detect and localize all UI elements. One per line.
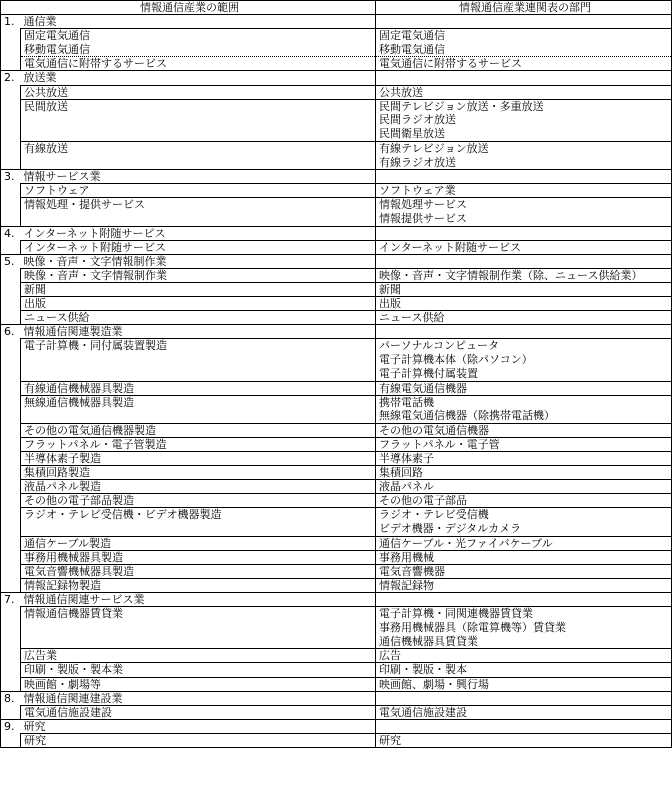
mapping-row	[1, 141, 672, 155]
mapping-row	[1, 409, 672, 423]
category-sector-cell	[376, 226, 672, 240]
industry-subcategory: 電気音響機械器具製造	[21, 564, 376, 578]
number-gutter	[1, 409, 21, 423]
io-sector: 半導体素子	[376, 452, 672, 466]
mapping-row	[1, 29, 672, 43]
mapping-row	[1, 353, 672, 367]
mapping-row	[1, 621, 672, 635]
industry-subcategory	[21, 635, 376, 649]
number-gutter	[1, 480, 21, 494]
mapping-row	[1, 395, 672, 409]
mapping-row	[1, 99, 672, 113]
number-gutter	[1, 494, 21, 508]
category-name: 放送業	[21, 71, 376, 85]
industry-subcategory: 事務用機械器具製造	[21, 550, 376, 564]
number-gutter	[1, 607, 21, 621]
industry-subcategory	[21, 113, 376, 127]
category-sector-cell	[376, 254, 672, 268]
category-number: 7.	[1, 592, 21, 606]
number-gutter	[1, 113, 21, 127]
industry-subcategory: ソフトウェア	[21, 184, 376, 198]
header-scope: 情報通信産業の範囲	[1, 1, 376, 15]
mapping-row	[1, 127, 672, 141]
io-sector: 無線電気通信機器（除携帯電話機）	[376, 409, 672, 423]
number-gutter	[1, 508, 21, 522]
mapping-row	[1, 43, 672, 57]
industry-subcategory: 印刷・製版・製本業	[21, 663, 376, 677]
number-gutter	[1, 127, 21, 141]
industry-subcategory: 固定電気通信	[21, 29, 376, 43]
category-number: 6.	[1, 325, 21, 339]
category-row	[1, 170, 672, 184]
industry-subcategory: 情報記録物製造	[21, 578, 376, 592]
number-gutter	[1, 381, 21, 395]
number-gutter	[1, 649, 21, 663]
mapping-row	[1, 240, 672, 254]
header-row	[1, 1, 672, 15]
mapping-row	[1, 85, 672, 99]
industry-subcategory: 半導体素子製造	[21, 452, 376, 466]
mapping-row	[1, 57, 672, 71]
number-gutter	[1, 466, 21, 480]
io-sector: ニュース供給	[376, 311, 672, 325]
number-gutter	[1, 677, 21, 691]
industry-subcategory: 電気通信施設建設	[21, 705, 376, 719]
io-sector: 情報提供サービス	[376, 212, 672, 226]
io-sector: フラットパネル・電子管	[376, 437, 672, 451]
number-gutter	[1, 29, 21, 43]
industry-subcategory	[21, 409, 376, 423]
mapping-row	[1, 564, 672, 578]
header-sectors: 情報通信産業連関表の部門	[376, 1, 672, 15]
category-name: 情報通信関連製造業	[21, 325, 376, 339]
industry-subcategory: 有線放送	[21, 141, 376, 155]
industry-subcategory	[21, 353, 376, 367]
mapping-row	[1, 480, 672, 494]
number-gutter	[1, 578, 21, 592]
io-sector: その他の電気通信機器	[376, 423, 672, 437]
io-sector: 移動電気通信	[376, 43, 672, 57]
number-gutter	[1, 663, 21, 677]
number-gutter	[1, 99, 21, 113]
number-gutter	[1, 452, 21, 466]
io-sector: 液晶パネル	[376, 480, 672, 494]
industry-subcategory: 電子計算機・同付属装置製造	[21, 339, 376, 353]
industry-subcategory: 広告業	[21, 649, 376, 663]
industry-subcategory: 公共放送	[21, 85, 376, 99]
industry-subcategory: 集積回路製造	[21, 466, 376, 480]
industry-subcategory	[21, 127, 376, 141]
mapping-row	[1, 282, 672, 296]
mapping-row	[1, 494, 672, 508]
number-gutter	[1, 395, 21, 409]
io-sector: 広告	[376, 649, 672, 663]
category-sector-cell	[376, 71, 672, 85]
io-sector: ビデオ機器・デジタルカメラ	[376, 522, 672, 536]
io-sector: 携帯電話機	[376, 395, 672, 409]
industry-subcategory: 映像・音声・文字情報制作業	[21, 268, 376, 282]
number-gutter	[1, 184, 21, 198]
io-sector: 情報処理サービス	[376, 198, 672, 212]
io-sector: 民間ラジオ放送	[376, 113, 672, 127]
industry-subcategory: 通信ケーブル製造	[21, 536, 376, 550]
number-gutter	[1, 437, 21, 451]
industry-subcategory: 有線通信機械器具製造	[21, 381, 376, 395]
io-sector: 事務用機械	[376, 550, 672, 564]
io-sector: 電子計算機付属装置	[376, 367, 672, 381]
number-gutter	[1, 339, 21, 353]
category-sector-cell	[376, 325, 672, 339]
io-sector: 情報記録物	[376, 578, 672, 592]
industry-subcategory: 新聞	[21, 282, 376, 296]
number-gutter	[1, 635, 21, 649]
io-sector: 電気通信に附帯するサービス	[376, 57, 672, 71]
mapping-row	[1, 339, 672, 353]
number-gutter	[1, 141, 21, 155]
io-sector: 電子計算機本体（除パソコン）	[376, 353, 672, 367]
category-number: 5.	[1, 254, 21, 268]
mapping-row	[1, 607, 672, 621]
category-row	[1, 226, 672, 240]
mapping-row	[1, 311, 672, 325]
mapping-row	[1, 733, 672, 747]
mapping-row	[1, 550, 672, 564]
mapping-row	[1, 508, 672, 522]
number-gutter	[1, 156, 21, 170]
number-gutter	[1, 85, 21, 99]
category-name: 情報サービス業	[21, 170, 376, 184]
mapping-row	[1, 466, 672, 480]
mapping-row	[1, 156, 672, 170]
number-gutter	[1, 198, 21, 212]
mapping-row	[1, 212, 672, 226]
industry-subcategory	[21, 156, 376, 170]
industry-subcategory	[21, 621, 376, 635]
category-sector-cell	[376, 592, 672, 606]
io-sector: 有線テレビジョン放送	[376, 141, 672, 155]
industry-subcategory	[21, 522, 376, 536]
io-sector: 民間衛星放送	[376, 127, 672, 141]
industry-subcategory: 研究	[21, 733, 376, 747]
mapping-row	[1, 705, 672, 719]
category-row	[1, 691, 672, 705]
io-sector: 映画館、劇場・興行場	[376, 677, 672, 691]
io-sector: 新聞	[376, 282, 672, 296]
category-name: 情報通信関連サービス業	[21, 592, 376, 606]
io-sector: 事務用機械器具（除電算機等）賃貸業	[376, 621, 672, 635]
category-row	[1, 719, 672, 733]
io-sector: 映像・音声・文字情報制作業（除、ニュース供給業）	[376, 268, 672, 282]
category-name: 映像・音声・文字情報制作業	[21, 254, 376, 268]
number-gutter	[1, 564, 21, 578]
industry-subcategory: ニュース供給	[21, 311, 376, 325]
mapping-row	[1, 268, 672, 282]
io-sector: 固定電気通信	[376, 29, 672, 43]
io-sector: 電気音響機器	[376, 564, 672, 578]
number-gutter	[1, 282, 21, 296]
number-gutter	[1, 57, 21, 71]
io-sector: 電気通信施設建設	[376, 705, 672, 719]
io-sector: 研究	[376, 733, 672, 747]
industry-subcategory: 移動電気通信	[21, 43, 376, 57]
mapping-row	[1, 635, 672, 649]
category-number: 8.	[1, 691, 21, 705]
category-name: 通信業	[21, 15, 376, 29]
number-gutter	[1, 621, 21, 635]
io-sector: 通信機械器具賃貸業	[376, 635, 672, 649]
category-name: 研究	[21, 719, 376, 733]
industry-subcategory: 液晶パネル製造	[21, 480, 376, 494]
mapping-row	[1, 423, 672, 437]
category-number: 3.	[1, 170, 21, 184]
mapping-row	[1, 649, 672, 663]
mapping-row	[1, 578, 672, 592]
io-sector: 出版	[376, 296, 672, 310]
category-sector-cell	[376, 170, 672, 184]
industry-subcategory: その他の電気通信機器製造	[21, 423, 376, 437]
number-gutter	[1, 423, 21, 437]
mapping-row	[1, 536, 672, 550]
category-row	[1, 15, 672, 29]
category-row	[1, 592, 672, 606]
number-gutter	[1, 43, 21, 57]
mapping-row	[1, 367, 672, 381]
number-gutter	[1, 296, 21, 310]
industry-subcategory: フラットパネル・電子管製造	[21, 437, 376, 451]
table-body	[1, 15, 672, 748]
category-row	[1, 254, 672, 268]
category-sector-cell	[376, 719, 672, 733]
industry-subcategory: 出版	[21, 296, 376, 310]
number-gutter	[1, 212, 21, 226]
category-number: 1.	[1, 15, 21, 29]
number-gutter	[1, 240, 21, 254]
category-number: 2.	[1, 71, 21, 85]
mapping-row	[1, 184, 672, 198]
industry-subcategory: 民間放送	[21, 99, 376, 113]
category-name: 情報通信関連建設業	[21, 691, 376, 705]
industry-subcategory: 情報通信機器賃貸業	[21, 607, 376, 621]
io-sector: その他の電子部品	[376, 494, 672, 508]
mapping-row	[1, 381, 672, 395]
io-sector: ラジオ・テレビ受信機	[376, 508, 672, 522]
io-sector: パーソナルコンピュータ	[376, 339, 672, 353]
industry-subcategory: 電気通信に附帯するサービス	[21, 57, 376, 71]
category-name: インターネット附随サービス	[21, 226, 376, 240]
mapping-row	[1, 452, 672, 466]
io-sector: 有線電気通信機器	[376, 381, 672, 395]
number-gutter	[1, 536, 21, 550]
category-row	[1, 71, 672, 85]
industry-subcategory: 情報処理・提供サービス	[21, 198, 376, 212]
io-sector: 民間テレビジョン放送・多重放送	[376, 99, 672, 113]
io-sector: ソフトウェア業	[376, 184, 672, 198]
category-sector-cell	[376, 691, 672, 705]
industry-subcategory	[21, 367, 376, 381]
number-gutter	[1, 353, 21, 367]
io-sector: 印刷・製版・製本	[376, 663, 672, 677]
industry-subcategory	[21, 212, 376, 226]
io-sector: 集積回路	[376, 466, 672, 480]
industry-subcategory: 映画館・劇場等	[21, 677, 376, 691]
category-number: 9.	[1, 719, 21, 733]
number-gutter	[1, 733, 21, 747]
io-sector: 通信ケーブル・光ファイバケーブル	[376, 536, 672, 550]
number-gutter	[1, 268, 21, 282]
number-gutter	[1, 311, 21, 325]
io-sector: インターネット附随サービス	[376, 240, 672, 254]
mapping-row	[1, 522, 672, 536]
number-gutter	[1, 522, 21, 536]
number-gutter	[1, 705, 21, 719]
industry-subcategory: その他の電子部品製造	[21, 494, 376, 508]
mapping-row	[1, 198, 672, 212]
mapping-row	[1, 296, 672, 310]
industry-subcategory: ラジオ・テレビ受信機・ビデオ機器製造	[21, 508, 376, 522]
mapping-row	[1, 677, 672, 691]
mapping-row	[1, 663, 672, 677]
io-sector: 電子計算機・同関連機器賃貸業	[376, 607, 672, 621]
io-sector: 公共放送	[376, 85, 672, 99]
mapping-row	[1, 437, 672, 451]
number-gutter	[1, 367, 21, 381]
industry-subcategory: 無線通信機械器具製造	[21, 395, 376, 409]
category-sector-cell	[376, 15, 672, 29]
category-row	[1, 325, 672, 339]
number-gutter	[1, 550, 21, 564]
io-sector: 有線ラジオ放送	[376, 156, 672, 170]
category-number: 4.	[1, 226, 21, 240]
mapping-row	[1, 113, 672, 127]
industry-subcategory: インターネット附随サービス	[21, 240, 376, 254]
